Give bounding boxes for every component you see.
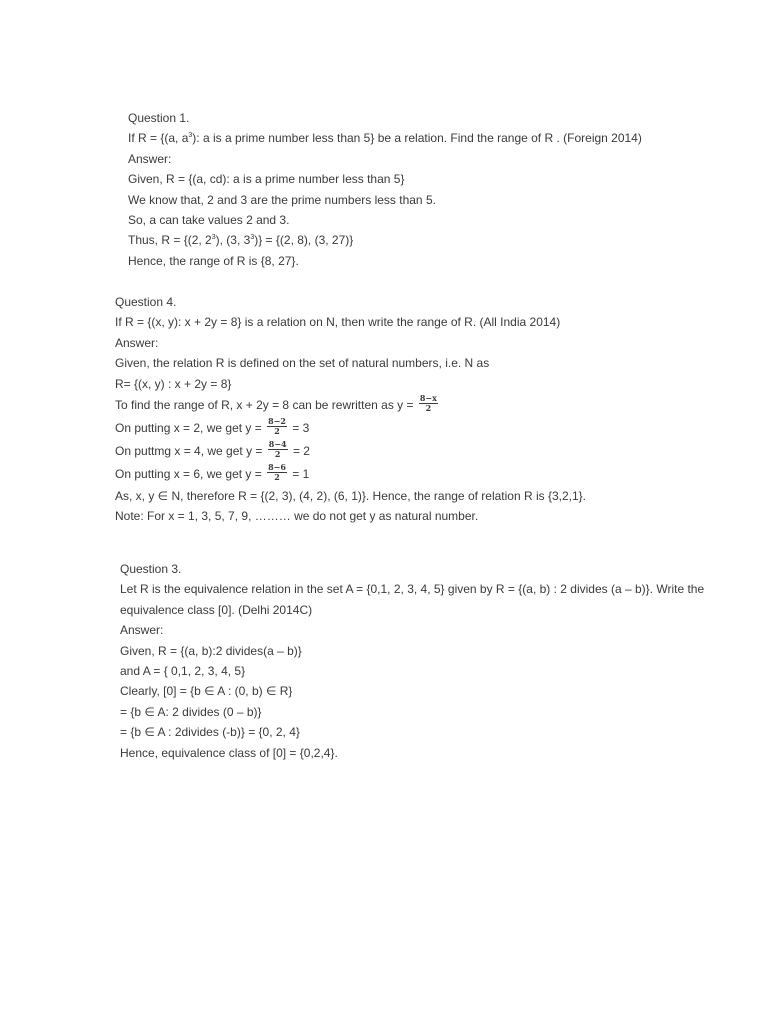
question-3-block (120, 559, 704, 763)
question-4-text: If R = {(x, y): x + 2y = 8} is a relation on N, then write the range of R. (All India 2014) (115, 315, 561, 330)
fraction-denominator: 2 (274, 449, 281, 460)
answer-line: We know that, 2 and 3 are the prime numbers less than 5. (128, 192, 436, 207)
answer-text-part: To find the range of R, x + 2y = 8 can be rewritten as y = (115, 397, 414, 412)
answer-line: As, x, y ∈ N, therefore R = {(2, 3), (4, 2), (6, 1)}. Hence, the range of relation R is {3,2,1}. (115, 488, 587, 503)
question-1-text-part: If R = {(a, a (128, 131, 189, 146)
answer-line: = {b ∈ A: 2 divides (0 – b)} (120, 704, 262, 719)
answer-line: Given, the relation R is defined on the set of natural numbers, i.e. N as (115, 356, 490, 371)
answer-text-part: = 2 (292, 443, 310, 458)
fraction-numerator: 8−2 (268, 416, 286, 427)
question-1-text (128, 128, 642, 148)
answer-line (115, 394, 586, 417)
answer-line: Clearly, [0] = {b ∈ A : (0, b) ∈ R} (120, 684, 293, 699)
answer-line: Hence, the range of R is {8, 27}. (128, 253, 299, 268)
fraction-numerator: 8−x (419, 393, 437, 404)
fraction-denominator: 2 (425, 403, 432, 414)
answer-line: Hence, equivalence class of [0] = {0,2,4}. (120, 745, 338, 760)
fraction-denominator: 2 (274, 426, 280, 437)
answer-line: So, a can take values 2 and 3. (128, 212, 290, 227)
answer-text-part: = 1 (292, 466, 310, 481)
answer-note: Note: For x = 1, 3, 5, 7, 9, ……… we do not get y as natural number. (115, 509, 479, 524)
answer-label: Answer: (120, 623, 164, 638)
superscript: 3 (188, 132, 193, 140)
answer-line: Given, R = {(a, cd): a is a prime number less than 5} (128, 172, 405, 187)
fraction (267, 417, 287, 436)
fraction-denominator: 2 (274, 472, 280, 483)
answer-text-part: Thus, R = {(2, 2 (128, 233, 212, 248)
answer-text-part: ), (3, 3 (215, 233, 251, 248)
superscript: 3 (250, 234, 255, 242)
question-3-text: equivalence class [0]. (Delhi 2014C) (120, 602, 313, 617)
answer-line: Given, R = {(a, b):2 divides(a – b)} (120, 643, 302, 658)
question-4-block (115, 292, 586, 527)
fraction (268, 440, 288, 459)
answer-text-part: On puttmg x = 4, we get y = (115, 443, 263, 458)
answer-line: R= {(x, y) : x + 2y = 8} (115, 376, 232, 391)
question-1-title: Question 1. (128, 111, 190, 125)
answer-line (115, 417, 586, 440)
answer-line (115, 440, 586, 463)
fraction (419, 394, 438, 413)
answer-line (128, 230, 642, 250)
question-3-title: Question 3. (120, 562, 182, 576)
question-1-text-part: ): a is a prime number less than 5} be a relation. Find the range of R . (Foreign 2014) (192, 131, 642, 146)
answer-text-part: On putting x = 2, we get y = (115, 420, 262, 435)
answer-text-part: On putting x = 6, we get y = (115, 466, 262, 481)
answer-label: Answer: (128, 151, 172, 166)
answer-line: and A = { 0,1, 2, 3, 4, 5} (120, 663, 246, 678)
answer-text-part: = 3 (292, 420, 310, 435)
superscript: 3 (211, 234, 216, 242)
question-1-block (128, 108, 642, 271)
question-4-title: Question 4. (115, 295, 177, 309)
fraction (267, 463, 287, 482)
fraction-numerator: 8−4 (268, 439, 287, 450)
fraction-numerator: 8−6 (268, 462, 286, 473)
answer-label: Answer: (115, 335, 159, 350)
question-3-text: Let R is the equivalence relation in the set A = {0,1, 2, 3, 4, 5} given by R = {(a, b) : 2 divides (a – b)}. Write the (120, 582, 705, 597)
answer-line (115, 463, 586, 486)
answer-text-part: )} = {(2, 8), (3, 27)} (254, 233, 354, 248)
answer-line: = {b ∈ A : 2divides (-b)} = {0, 2, 4} (120, 725, 300, 740)
